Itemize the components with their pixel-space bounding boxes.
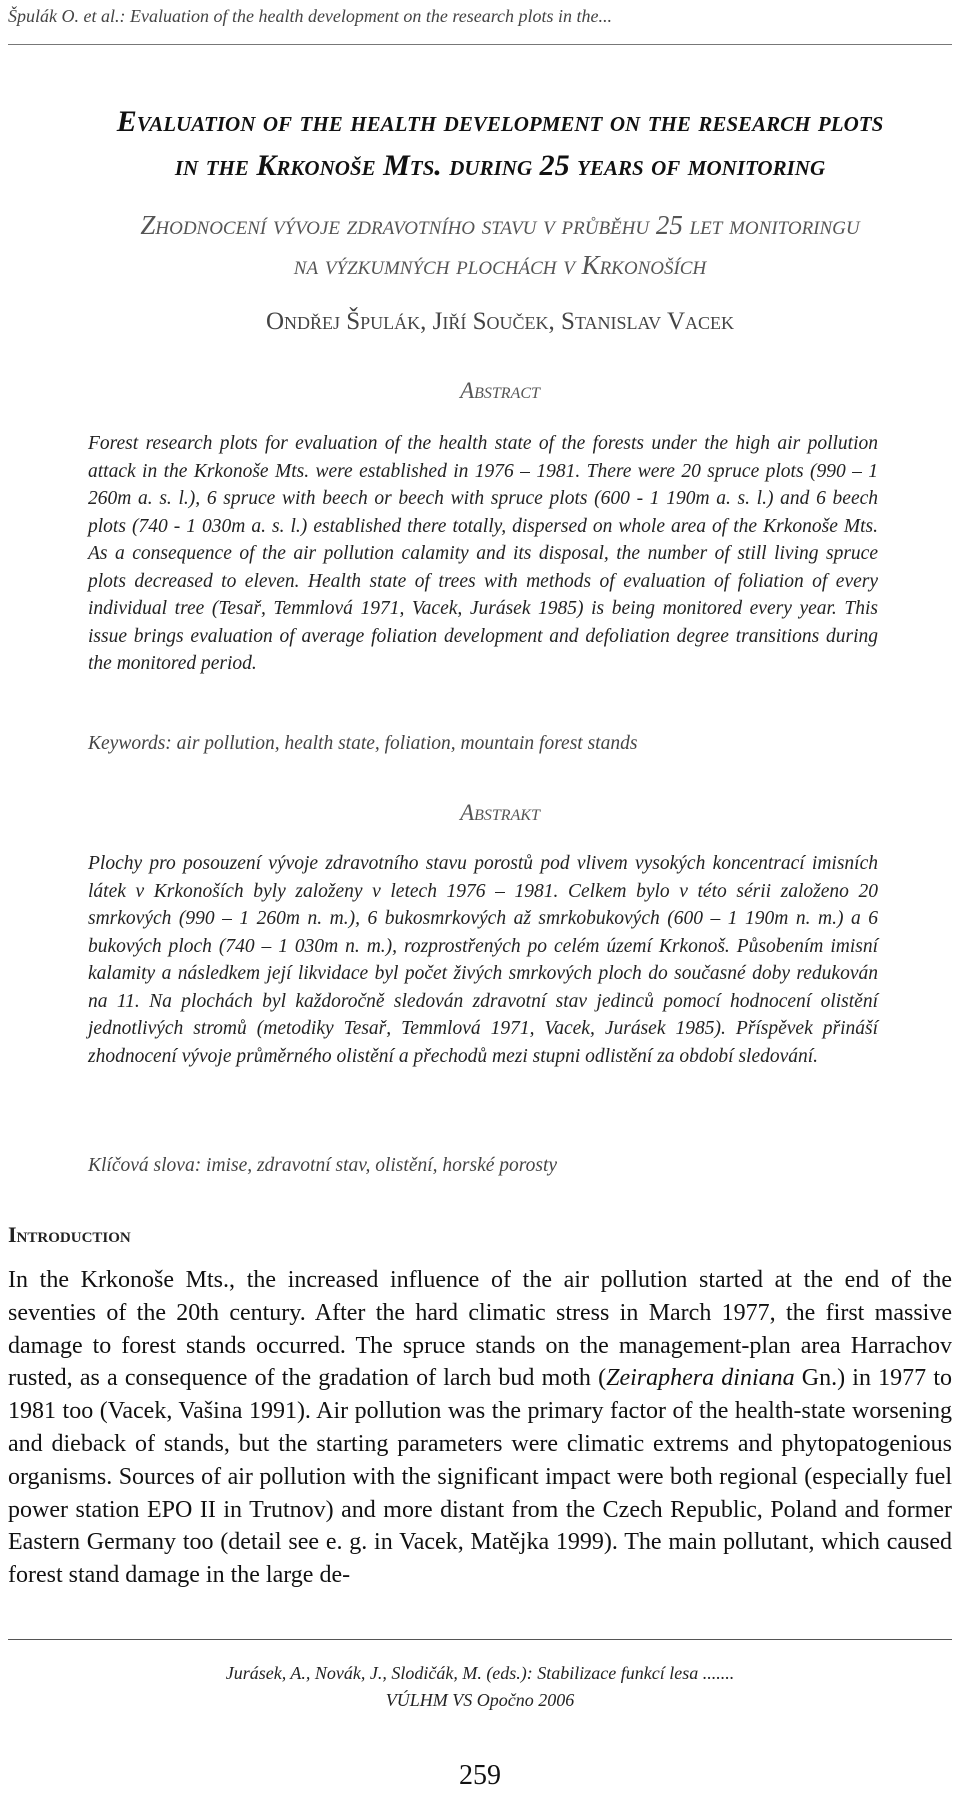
page-number: 259 — [459, 1760, 501, 1791]
keywords: Keywords: air pollution, health state, foliation, mountain forest stands — [88, 733, 638, 754]
abstrakt-body: Plochy pro posouzení vývoje zdravotního stavu porostů pod vlivem vysokých koncentrací imisních látek v Krkonoších byly založeny v letech 1976 – 1981. Celkem bylo v této sérii založeno 20 smrkových (990 – 1 260m n. m.), 6 bukosmrkových až smrkobukových (600 – 1 190m n. m.) a 6 bukových ploch (740 – 1 030m n. m.), rozprostřených po celém území Krkonoš. Působením imisní kalamity a následkem její likvidace byl počet živých smrkových ploch do současné doby redukován na 11. Na plochách byl každoročně sledován zdravotní stav jedinců pomocí hodnocení olistění jednotlivých stromů (metodiky Tesař, Temmlová 1971, Vacek, Jurásek 1985). Příspěvek přináší zhodnocení vývoje průměrného olistění a přechodů mezi stupni odlistění za období sledování. — [88, 853, 878, 1067]
title-line-2: in the Krkonoše Mts. during 25 years of monitoring — [174, 149, 826, 182]
czech-title-line-1: Zhodnocení vývoje zdravotního stavu v průběhu 25 let monitoringu — [140, 210, 860, 240]
title-line-1: Evaluation of the health development on the research plots — [116, 105, 884, 138]
abstract-body: Forest research plots for evaluation of the health state of the forests under the high air pollution attack in the Krkonoše Mts. were established in 1976 – 1981. There were 20 spruce plots (990 – 1 260m a. s. l.), 6 spruce with beech or beech with spruce plots (600 - 1 190m a. s. l.) and 6 beech plots (740 - 1 030m a. s. l.) established there totally, dispersed on whole area of the Krkonoše Mts. As a consequence of the air pollution calamity and its disposal, the number of still living spruce plots decreased to eleven. Health state of trees with methods of evaluation of foliation of every individual tree (Tesař, Temmlová 1971, Vacek, Jurásek 1985) is being monitored every year. This issue brings evaluation of average foliation development and defoliation degree transitions during the monitored period. — [88, 433, 878, 674]
abstrakt-heading: Abstrakt — [460, 800, 540, 825]
header-divider — [8, 44, 952, 45]
footer-divider — [8, 1639, 952, 1640]
czech-title-line-2: na výzkumných plochách v Krkonoších — [293, 250, 707, 280]
species-name: Zeiraphera diniana — [606, 1365, 795, 1392]
paper-title — [110, 100, 890, 188]
intro-text-part-1: In the Krkonoše Mts., the increased influence of the air pollution started at the end of the seventies of the 20th century. After the hard climatic stress in March 1977, the first massive damage to forest stands occurred. The spruce stands on the management-plan area Harrachov rusted, as a consequence of the gradation of larch bud moth ( — [8, 1267, 952, 1392]
running-header: Špulák O. et al.: Evaluation of the health development on the research plots in the... — [8, 6, 613, 26]
intro-text-part-2: Gn.) in 1977 to 1981 too (Vacek, Vašina 1991). Air pollution was the primary factor of the health-state worsening and dieback of stands, but the starting parameters were climatic extrems and phytopatogenious organisms. Sources of air pollution with the significant impact were both regional (especially fuel power station EPO II in Trutnov) and more distant from the Czech Republic, Poland and former Eastern Germany too (detail see e. g. in Vacek, Matějka 1999). The main pollutant, which caused forest stand damage in the large de- — [8, 1365, 952, 1589]
footer-citation: Jurásek, A., Novák, J., Slodičák, M. (eds.): Stabilizace funkcí lesa ....... — [225, 1663, 735, 1683]
footer-publisher: VÚLHM VS Opočno 2006 — [385, 1690, 575, 1710]
klicova-slova: Klíčová slova: imise, zdravotní stav, olistění, horské porosty — [88, 1155, 558, 1176]
introduction-text — [8, 1264, 952, 1592]
abstract-heading: Abstract — [460, 378, 540, 403]
czech-title — [110, 205, 890, 285]
authors: Ondřej Špulák, Jiří Souček, Stanislav Vacek — [265, 308, 735, 335]
introduction-heading: Introduction — [8, 1222, 131, 1247]
